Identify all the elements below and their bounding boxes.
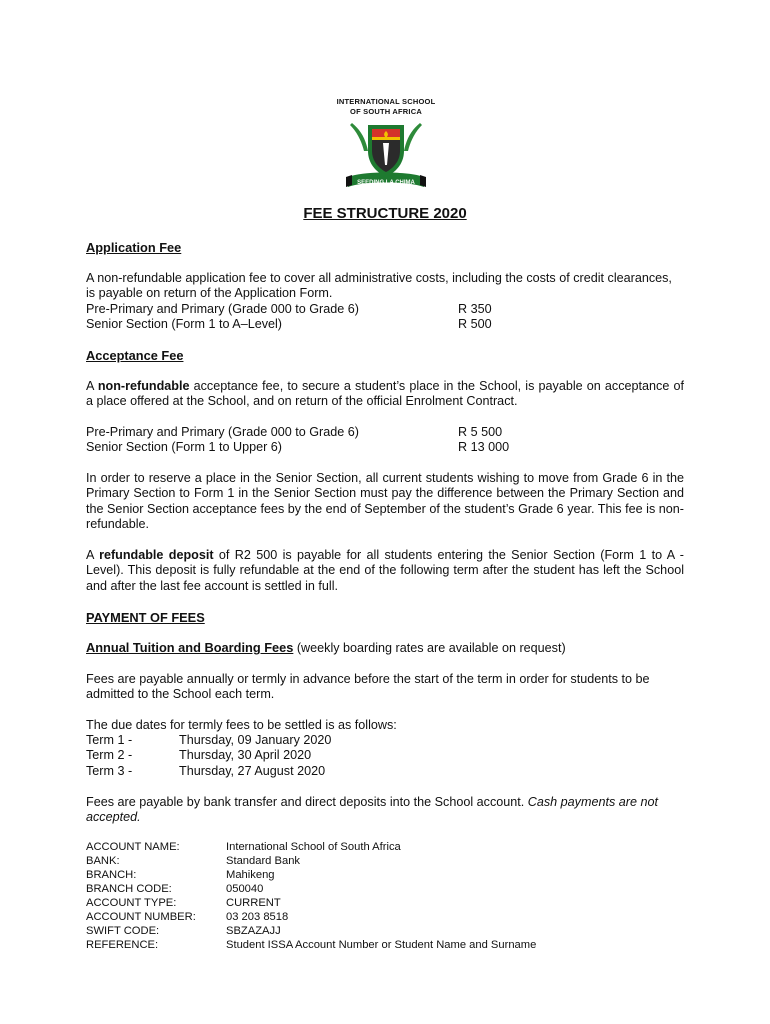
account-row — [86, 924, 684, 938]
term-label: Term 1 - — [86, 733, 133, 747]
account-label: BRANCH CODE: — [86, 883, 172, 895]
account-label: BANK: — [86, 855, 120, 867]
text-part: A — [86, 548, 100, 562]
logo-motto: SEEDING LA CHIMA — [357, 180, 415, 186]
text-bold: non-refundable — [97, 379, 190, 393]
application-fee-table — [86, 302, 684, 333]
fee-row — [86, 317, 684, 332]
annual-fees-line — [86, 640, 684, 656]
annual-fees-heading: Annual Tuition and Boarding Fees — [86, 640, 294, 655]
annual-fees-note: (weekly boarding rates are available on request) — [293, 641, 566, 655]
reserve-place-text: In order to reserve a place in the Senior Section, all current students wishing to move from Grade 6 in the Primary Section to Form 1 in the Senior Section must pay the difference between the Primary Section and the Senior Section acceptance fees by the end of September of the student’s Grade 6 year. This fee is non-refundable. — [86, 471, 684, 532]
refundable-deposit-text — [86, 548, 684, 594]
term-row — [86, 764, 684, 779]
logo-text — [302, 97, 470, 117]
account-row — [86, 910, 684, 924]
term-dates — [86, 733, 684, 779]
account-value: SBZAZAJJ — [226, 925, 281, 937]
fee-row-label: Pre-Primary and Primary (Grade 000 to Grade 6) — [86, 425, 359, 439]
fee-row-amount: R 5 500 — [458, 425, 503, 439]
fee-row — [86, 440, 684, 455]
text-italic: Cash payments are not accepted. — [86, 795, 658, 825]
payment-heading: PAYMENT OF FEES — [86, 610, 205, 625]
school-logo — [302, 89, 470, 197]
account-value: 050040 — [226, 883, 264, 895]
application-fee-text: A non-refundable application fee to cover all administrative costs, including the costs of credit clearances, is payable on return of the Application Form. — [86, 271, 672, 301]
account-value: Standard Bank — [226, 855, 301, 867]
page-title: FEE STRUCTURE 2020 — [303, 205, 467, 222]
acceptance-fee-text — [86, 379, 684, 410]
fee-row-amount: R 350 — [458, 302, 492, 316]
application-fee-heading: Application Fee — [86, 240, 182, 255]
fee-row-label: Senior Section (Form 1 to A–Level) — [86, 317, 282, 332]
account-label: REFERENCE: — [86, 939, 159, 951]
school-crest-icon — [344, 121, 428, 191]
fee-row-amount: R 13 000 — [458, 440, 510, 455]
account-row — [86, 882, 684, 896]
term-date: Thursday, 30 April 2020 — [179, 748, 312, 763]
text-part: Fees are payable by bank transfer and direct deposits into the School account. — [86, 795, 528, 809]
account-label: SWIFT CODE: — [86, 925, 160, 937]
logo-line-1: INTERNATIONAL SCHOOL — [336, 97, 436, 106]
bank-transfer-text — [86, 795, 684, 826]
account-value: Mahikeng — [226, 869, 275, 881]
fee-row-label: Pre-Primary and Primary (Grade 000 to Grade 6) — [86, 302, 359, 316]
account-label: ACCOUNT NAME: — [86, 841, 180, 853]
term-row — [86, 748, 684, 763]
account-label: ACCOUNT TYPE: — [86, 897, 177, 909]
term-date: Thursday, 27 August 2020 — [179, 763, 326, 778]
term-date: Thursday, 09 January 2020 — [179, 733, 332, 747]
fee-row-amount: R 500 — [458, 317, 492, 332]
account-row — [86, 840, 684, 854]
text-bold: refundable deposit — [99, 548, 214, 562]
account-row — [86, 854, 684, 868]
term-row — [86, 733, 684, 748]
term-label: Term 2 - — [86, 748, 133, 763]
text-part: A — [86, 379, 98, 393]
account-row — [86, 896, 684, 910]
fee-row-label: Senior Section (Form 1 to Upper 6) — [86, 440, 282, 455]
account-row — [86, 868, 684, 882]
acceptance-fee-table — [86, 425, 684, 456]
logo-line-2: OF SOUTH AFRICA — [350, 107, 422, 116]
account-value: 03 203 8518 — [226, 911, 289, 923]
account-value: Student ISSA Account Number or Student Name and Surname — [226, 939, 537, 951]
account-details — [86, 840, 684, 952]
annual-fees-text: Fees are payable annually or termly in advance before the start of the term in order for students to be admitted to the School each term. — [86, 672, 650, 702]
term-label: Term 3 - — [86, 763, 133, 778]
text-part: acceptance fee, to secure a student’s place in the School, is payable on acceptance of a place offered at the School, and on return of the official Enrolment Contract. — [86, 379, 684, 409]
account-value: CURRENT — [226, 897, 281, 909]
account-label: BRANCH: — [86, 869, 137, 881]
account-label: ACCOUNT NUMBER: — [86, 911, 196, 923]
fee-row — [86, 302, 684, 317]
due-dates-intro: The due dates for termly fees to be settled is as follows: — [86, 718, 397, 732]
text-part: of R2 500 is payable for all students entering the Senior Section (Form 1 to A - Level). This deposit is fully refundable at the end of the following term after the student has left the School and after the last fee account is settled in full. — [86, 548, 684, 593]
account-row — [86, 938, 684, 952]
acceptance-fee-heading: Acceptance Fee — [86, 348, 184, 363]
account-value: International School of South Africa — [226, 841, 401, 853]
fee-row — [86, 425, 684, 440]
